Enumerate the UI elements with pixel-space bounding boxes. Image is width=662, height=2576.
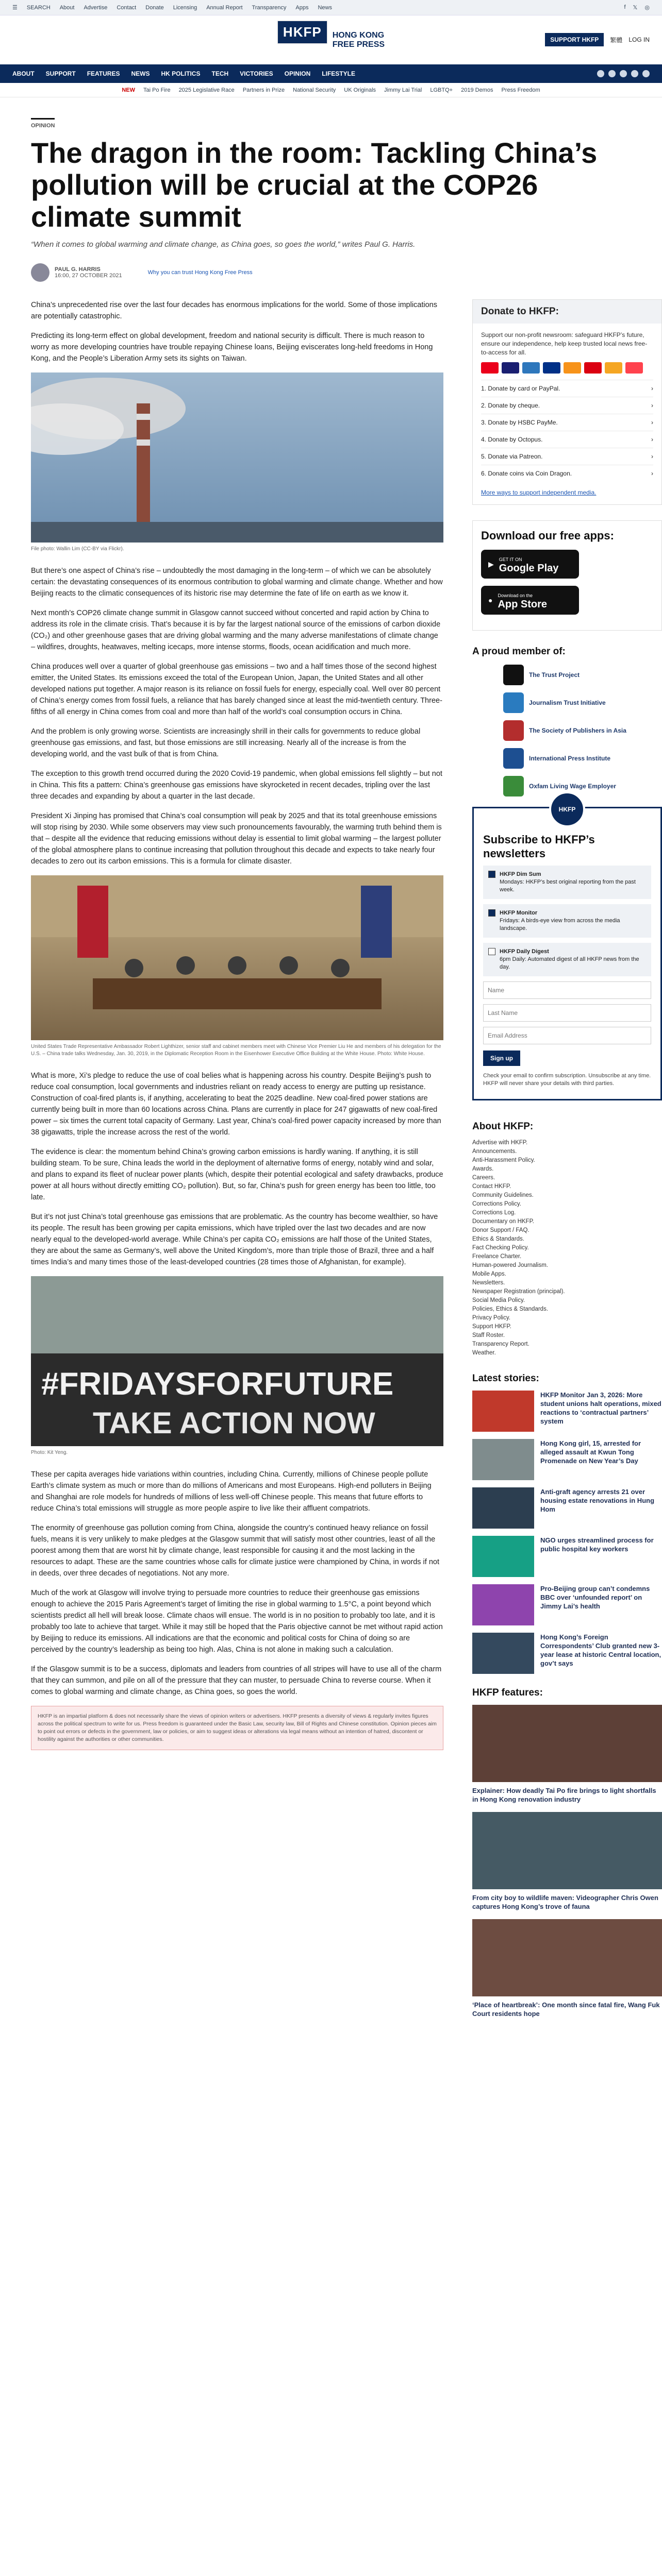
trending-link[interactable]: Jimmy Lai Trial	[384, 87, 422, 93]
article-subtitle: “When it comes to global warming and climate change, as China goes, so goes the world,” writes Paul G. Harris.	[31, 240, 416, 249]
patreon-icon	[625, 362, 643, 374]
latest-story[interactable]	[472, 1391, 662, 1432]
publish-date: 16:00, 27 OCTOBER 2021	[55, 273, 122, 279]
figure-smokestack	[31, 372, 443, 553]
donate-link[interactable]: Donate	[145, 4, 164, 11]
instagram-icon[interactable]	[620, 70, 627, 77]
latest-story[interactable]	[472, 1584, 662, 1625]
last-name-input[interactable]	[483, 1004, 651, 1022]
visa-icon	[502, 362, 519, 374]
banner-text: TAKE ACTION NOW	[93, 1406, 375, 1440]
about-link[interactable]: Privacy Policy.	[472, 1315, 510, 1321]
donate-option[interactable]: 4. Donate by Octopus. ›	[481, 431, 653, 448]
member-logo[interactable]: International Press Institute	[503, 748, 662, 769]
smokestack-photo	[31, 372, 443, 543]
google-play-button[interactable]: ▶ GET IT ON Google Play	[481, 550, 579, 579]
figure-protest	[31, 1276, 443, 1456]
menu-icon[interactable]: ☰	[12, 5, 18, 11]
about-link[interactable]: Weather.	[472, 1350, 496, 1356]
donate-option[interactable]: 5. Donate via Patreon. ›	[481, 448, 653, 465]
story-thumbnail[interactable]	[472, 1391, 534, 1432]
trending-link[interactable]: Tai Po Fire	[143, 87, 171, 93]
story-thumbnail[interactable]	[472, 1487, 534, 1529]
figure-caption: United States Trade Representative Ambassador Robert Lighthizer, senior staff and cabinet members meet with Chinese Vice Premier Liu He and members of his delegation for the U.S. – China trade talks Wednesday, Jan. 30, 2019, in the Diplomatic Reception Room in the Eisenhower Executive Office Building at the White House. Photo: White House.	[31, 1044, 441, 1057]
play-icon: ▶	[488, 560, 494, 568]
facebook-icon[interactable]	[597, 70, 604, 77]
apps-box	[472, 520, 662, 631]
about-link[interactable]: Donor Support / FAQ.	[472, 1227, 529, 1233]
members-title: A proud member of:	[472, 646, 566, 657]
checkbox[interactable]	[488, 871, 495, 878]
paragraph: President Xi Jinping has promised that China’s coal consumption will peak by 2025 and that its total greenhouse emissions will stop rising by 2030. While some observers may view such pronouncements favourably, the warming truth behind them is that – despite all the evidence that reducing emissions without delay is essential to limit global warming – the largest polluter of the global atmosphere plans to continue increasing that pollution throughout this decade and expects to take nearly four decades to zero out its carbon emissions. This is a formula for climate disaster.	[31, 812, 442, 866]
feature-title[interactable]: ‘Place of heartbreak’: One month since fatal fire, Wang Fuk Court residents hope	[472, 2001, 660, 2018]
support-button[interactable]: SUPPORT HKFP	[545, 33, 604, 46]
paragraph: If the Glasgow summit is to be a success, diplomats and leaders from countries of all stripes will have to use all of the charm that they can summon, and pile on all of the pressure that they can muster, to persuade China to reverse course. When it comes to global warming and climate change, as China goes, so goes the world.	[31, 1665, 442, 1696]
category-label[interactable]: OPINION	[31, 118, 55, 129]
about-link[interactable]: Corrections Log.	[472, 1210, 516, 1216]
trust-link[interactable]: Why you can trust Hong Kong Free Press	[147, 269, 253, 276]
author-avatar	[31, 263, 49, 282]
mastercard-icon	[481, 362, 499, 374]
paragraph: But there’s one aspect of China’s rise – undoubtedly the most damaging in the long-term – of which we can be absolutely certain: the devastating consequences of its enormous contribution to global warming and climate change. Whether and how Beijing reacts to the climatic consequences of its historic rise may determine the fate of life on earth as we know it.	[31, 567, 443, 598]
hsbc-icon	[584, 362, 602, 374]
about-link[interactable]: Anti-Harassment Policy.	[472, 1157, 535, 1163]
newsletter-option[interactable]: HKFP Monitor Fridays: A birds-eye view from across the media landscape.	[483, 904, 651, 938]
latest-title: Latest stories:	[472, 1373, 539, 1384]
newsletter-box	[472, 807, 662, 1100]
trending-bar	[0, 83, 662, 97]
paragraph: The exception to this growth trend occurred during the 2020 Covid-19 pandemic, when global emissions fell slightly – but not in China. This fits a pattern: China’s greenhouse gas emissions have skyrocketed in recent decades, tripling over the last three decades and expanding by about a quarter in the last decade.	[31, 770, 442, 801]
paragraph: The evidence is clear: the momentum behind China’s growing carbon emissions is hardly waning. If anything, it is still building steam. To be sure, China leads the world in the deployment of alternative forms of energy, notably wind and solar, and plans to expand its fleet of nuclear power plants (which, despite their potential ecological and safety drawbacks, produce power at all hours without directly emitting CO₂ pollution). But, so far, China’s push for green energy has been too little, too late.	[31, 1148, 443, 1201]
meeting-photo	[31, 875, 443, 1040]
more-ways-link[interactable]: More ways to support independent media.	[481, 489, 597, 496]
about-link[interactable]: Documentary on HKFP.	[472, 1218, 534, 1225]
trending-link[interactable]: LGBTQ+	[430, 87, 453, 93]
nav-item[interactable]: ABOUT	[12, 70, 35, 77]
about-link[interactable]: Freelance Charter.	[472, 1253, 522, 1260]
features-title: HKFP features:	[472, 1687, 543, 1698]
instagram-icon[interactable]: ◎	[644, 5, 650, 11]
name-input[interactable]	[483, 981, 651, 999]
trending-link[interactable]: 2025 Legislative Race	[178, 87, 235, 93]
paragraph: China’s unprecedented rise over the last four decades has enormous implications for the world. Some of those implications are potentially catastrophic.	[31, 301, 437, 320]
donate-title: Donate to HKFP:	[473, 300, 661, 324]
about-link[interactable]: Human-powered Journalism.	[472, 1262, 549, 1268]
newsletter-option[interactable]: HKFP Daily Digest 6pm Daily: Automated digest of all HKFP news from the day.	[483, 943, 651, 976]
about-link[interactable]: Staff Roster.	[472, 1332, 505, 1338]
site-logo[interactable]: HKFP HONG KONG FREE PRESS	[277, 21, 385, 59]
about-link[interactable]: About	[59, 4, 75, 11]
news-link[interactable]: News	[318, 4, 332, 11]
checkbox[interactable]	[488, 948, 495, 955]
contact-link[interactable]: Contact	[117, 4, 137, 11]
feature-image[interactable]	[472, 1812, 662, 1889]
amex-icon	[522, 362, 540, 374]
about-section	[472, 1121, 662, 1358]
nav-item[interactable]: VICTORIES	[240, 70, 273, 77]
feature-title[interactable]: From city boy to wildlife maven: Videographer Chris Owen captures Hong Kong’s trove of fauna	[472, 1894, 658, 1910]
search-icon[interactable]	[642, 70, 650, 77]
annual-report-link[interactable]: Annual Report	[206, 4, 243, 11]
about-link[interactable]: Advertise with HKFP.	[472, 1140, 528, 1146]
about-link[interactable]: Transparency Report.	[472, 1341, 529, 1347]
trending-link[interactable]: Partners in Prize	[242, 87, 285, 93]
article-title: The dragon in the room: Tackling China’s pollution will be crucial at the COP26 climate summit	[31, 137, 598, 233]
nav-item[interactable]: HK POLITICS	[161, 70, 201, 77]
nav-item[interactable]: NEWS	[131, 70, 150, 77]
about-link[interactable]: Fact Checking Policy.	[472, 1245, 529, 1251]
paragraph: And the problem is only growing worse. Scientists are increasingly shrill in their calls for governments to reduce global greenhouse gas emissions, and fast, but those emissions are still increasing. Nearly all of the increase is from the developing world, and the vast bulk of that is from China.	[31, 727, 421, 758]
story-title[interactable]: Hong Kong’s Foreign Correspondents’ Club granted new 3-year lease at historic Central location, gov’t says	[540, 1633, 661, 1667]
paragraph: What is more, Xi’s pledge to reduce the use of coal belies what is happening across his country. Despite Beijing’s push to reduce coal consumption, local governments and industries reliant on ready access to energy are putting up resistance. Construction of coal-fired plants is, if anything, accelerating to beat the 2025 deadline. New coal-fired power stations are currently being built in more than 60 locations across China. Plans are currently in place for 247 gigawatts of new coal-fired power – six times the current total capacity of Germany. Last year, China’s coal-fired power capacity increased by more than 38 gigawatts, triple the increase across the rest of the world.	[31, 1072, 441, 1137]
donate-option[interactable]: 3. Donate by HSBC PayMe. ›	[481, 414, 653, 431]
article-body	[31, 299, 443, 2026]
advertise-link[interactable]: Advertise	[84, 4, 108, 11]
story-thumbnail[interactable]	[472, 1439, 534, 1480]
apple-icon: ●	[488, 596, 493, 604]
donate-option[interactable]: 2. Donate by cheque. ›	[481, 397, 653, 414]
story-thumbnail[interactable]	[472, 1536, 534, 1577]
article-header	[0, 97, 662, 282]
trending-link[interactable]: UK Originals	[344, 87, 376, 93]
login-link[interactable]: LOG IN	[628, 36, 650, 43]
story-title[interactable]: Pro-Beijing group can’t condemns BBC over ‘unfounded report’ on Jimmy Lai’s health	[540, 1585, 650, 1610]
checkbox[interactable]	[488, 909, 495, 917]
story-title[interactable]: NGO urges streamlined process for public hospital key workers	[540, 1536, 654, 1553]
apps-title: Download our free apps:	[481, 529, 614, 542]
member-logo[interactable]: The Trust Project	[503, 665, 662, 685]
main-nav	[0, 64, 662, 83]
trending-link[interactable]: National Security	[293, 87, 336, 93]
utility-bar	[0, 0, 662, 15]
trending-link[interactable]: 2019 Demos	[461, 87, 493, 93]
x-icon[interactable]: 𝕏	[633, 5, 638, 11]
donate-option[interactable]: 6. Donate coins via Coin Dragon. ›	[481, 465, 653, 482]
newsletter-option[interactable]: HKFP Dim Sum Mondays: HKFP’s best original reporting from the past week.	[483, 866, 651, 899]
feature-image[interactable]	[472, 1705, 662, 1782]
newsletter-title: Subscribe to HKFP’s newsletters	[483, 833, 595, 860]
paragraph: Much of the work at Glasgow will involve trying to persuade more countries to reduce their greenhouse gas emissions enough to achieve the 2015 Paris Agreement’s target of limiting the rise in global warming to 1.5°C, a point beyond which scientists predict all hell will break loose. Climate chaos will ensue. The world is in no position to probably too late, and it is probably too late to achieve that target. While it may still be hoped that the Paris objective cannot be met without rapid action by Beijing to reduce its emissions. All indications are that the economic and political costs for China of doing so are perceived by the country’s leadership as being too high. Alas, China is not alone in making such a calculation.	[31, 1589, 443, 1654]
donate-box	[472, 299, 662, 505]
disclaimer: HKFP is an impartial platform & does not necessarily share the views of opinion writers or advertisers. HKFP presents a diversity of views & regularly invites figures across the political spectrum to write for us. Press freedom is guaranteed under the Basic Law, security law, Bill of Rights and Chinese constitution. Opinion pieces aim to point out errors or defects in the government, law or policies, or aim to suggest ideas or alterations via legal means without an intention of hatred, discontent or hostility against the authorities or other communities.	[31, 1706, 443, 1750]
latest-story[interactable]	[472, 1633, 662, 1674]
story-title[interactable]: Anti-graft agency arrests 21 over housing estate renovations in Hung Hom	[540, 1488, 655, 1513]
language-toggle[interactable]: 繁體	[610, 36, 623, 44]
nav-item[interactable]: FEATURES	[87, 70, 120, 77]
about-link[interactable]: Social Media Policy.	[472, 1297, 525, 1303]
about-link[interactable]: Careers.	[472, 1175, 495, 1181]
nav-item[interactable]: SUPPORT	[45, 70, 76, 77]
paragraph: The enormity of greenhouse gas pollution coming from China, alongside the country’s continued heavy reliance on fossil fuels, means it is very unlikely to make pledges at the Glasgow summit that will satisfy most other countries, least of all the poorest among them that are worst hit by climate change, least responsible for causing it and the most lacking in the resources to adapt. These are the same countries whose calls for climate justice were championed by China, in words if not in deeds, over three decades of negotiations. Not any more.	[31, 1524, 439, 1578]
story-thumbnail[interactable]	[472, 1633, 534, 1674]
about-link[interactable]: Mobile Apps.	[472, 1271, 506, 1277]
member-logo[interactable]: The Society of Publishers in Asia	[503, 720, 662, 741]
about-link[interactable]: Policies, Ethics & Standards.	[472, 1306, 549, 1312]
email-input[interactable]	[483, 1027, 651, 1044]
transparency-link[interactable]: Transparency	[252, 4, 287, 11]
nav-item[interactable]: LIFESTYLE	[322, 70, 355, 77]
about-link[interactable]: Ethics & Standards.	[472, 1236, 524, 1242]
search-link[interactable]: SEARCH	[26, 4, 51, 11]
banner-text: #FRIDAYSFORFUTURE	[41, 1366, 394, 1402]
byline	[31, 263, 631, 282]
member-logo[interactable]: Journalism Trust Initiative	[503, 692, 662, 713]
site-header	[0, 15, 662, 64]
latest-section	[472, 1373, 662, 1674]
story-thumbnail[interactable]	[472, 1584, 534, 1625]
x-icon[interactable]	[608, 70, 616, 77]
about-link[interactable]: Support HKFP.	[472, 1324, 511, 1330]
sidebar	[472, 299, 662, 2026]
about-link[interactable]: Newspaper Registration (principal).	[472, 1289, 565, 1295]
bitcoin-icon	[564, 362, 581, 374]
paragraph: China produces well over a quarter of global greenhouse gas emissions – two and a half times those of the second highest emitter, the United States. Its emissions exceed the total of the European Union, Japan, the United States and all other developed nations put together. A major reason is its reliance on fossil fuels for energy, especially coal. Well over 80 percent of China’s energy comes from fossil fuels, a reliance that has barely changed since at least the mid-twentieth century. Three-fifths of all energy in China comes from coal and more than half of the world’s coal consumption occurs in China.	[31, 663, 442, 716]
paypal-icon	[543, 362, 560, 374]
features-section	[472, 1687, 662, 2018]
youtube-icon[interactable]	[631, 70, 638, 77]
newsletter-note: Check your email to confirm subscription. Unsubscribe at any time. HKFP will never share your details with third parties.	[483, 1073, 651, 1087]
feature-image[interactable]	[472, 1919, 662, 1996]
members-section	[472, 646, 662, 796]
newsletter-badge: HKFP	[549, 791, 585, 827]
apps-link[interactable]: Apps	[295, 4, 309, 11]
nav-item[interactable]: TECH	[211, 70, 229, 77]
latest-story[interactable]	[472, 1487, 662, 1529]
donate-option[interactable]: 1. Donate by card or PayPal. ›	[481, 380, 653, 397]
new-tag: NEW	[122, 87, 135, 93]
about-link[interactable]: Corrections Policy.	[472, 1201, 522, 1207]
signup-button[interactable]: Sign up	[483, 1050, 520, 1066]
about-title: About HKFP:	[472, 1121, 534, 1132]
about-link[interactable]: Awards.	[472, 1166, 494, 1172]
paragraph: Predicting its long-term effect on global development, freedom and national security is difficult. There is much reason to worry as more developing countries have trouble repaying Chinese loans, Beijing eviscerates long-held freedoms in Hong Kong, and the People’s Liberation Army sets its sights on Taiwan.	[31, 332, 433, 363]
licensing-link[interactable]: Licensing	[173, 4, 197, 11]
feature-title[interactable]: Explainer: How deadly Tai Po fire brings to light shortfalls in Hong Kong renovation industry	[472, 1787, 656, 1803]
protest-photo	[31, 1276, 443, 1446]
story-title[interactable]: Hong Kong girl, 15, arrested for alleged assault at Kwun Tong Promenade on New Year’s Day	[540, 1439, 641, 1465]
figure-trade-talks	[31, 875, 443, 1058]
paragraph: These per capita averages hide variations within countries, including China. Currently, millions of Chinese people pollute Earth’s climate system as much or more than do millions of Americans and most Europeans. High-end polluters in Beijing and Shanghai are role models for hundreds of millions of less well-off Chinese people. This means that future efforts to reduce China’s total emissions will struggle as more people aspire to live like their affluent compatriots.	[31, 1470, 432, 1513]
about-link[interactable]: Newsletters.	[472, 1280, 505, 1286]
facebook-icon[interactable]: f	[624, 4, 626, 10]
story-title[interactable]: HKFP Monitor Jan 3, 2026: More student unions halt operations, mixed reactions to ‘contractual partners’ system	[540, 1391, 661, 1425]
paragraph: Next month’s COP26 climate change summit in Glasgow cannot succeed without concerted and rapid action by China to address its role in the climate crisis. That’s because it is by far the largest national source of the emissions of carbon dioxide (CO₂) and other greenhouse gases that are driving global warming and the many adverse manifestations of climate change – wildfires, droughts, heatwaves, melting icecaps, more intense storms, floods, ocean acidification and much more.	[31, 609, 441, 651]
trending-link[interactable]: Press Freedom	[501, 87, 540, 93]
latest-story[interactable]	[472, 1536, 662, 1577]
figure-caption: File photo: Wallin Lim (CC-BY via Flickr).	[31, 546, 124, 552]
figure-caption: Photo: Kit Yeng.	[31, 1450, 68, 1455]
about-link[interactable]: Community Guidelines.	[472, 1192, 534, 1198]
octopus-icon	[605, 362, 622, 374]
member-logo[interactable]: Oxfam Living Wage Employer	[503, 776, 662, 796]
app-store-button[interactable]: ● Download on the App Store	[481, 586, 579, 615]
nav-item[interactable]: OPINION	[284, 70, 311, 77]
payment-icons	[481, 362, 653, 374]
author-name[interactable]: PAUL G. HARRIS	[55, 266, 101, 273]
paragraph: But it’s not just China’s total greenhouse gas emissions that are problematic. As the country has become wealthier, so have its people. The result has been growing per capita emissions, which have tripled over the last two decades and are now nearly equal to the developed-world average. While China’s per capita CO₂ emissions are half those of the United States, they are about the same as Germany’s, well above the United Kingdom’s, more than triple those of Brazil, three and a half times India’s and many times those of the least-developed countries (28 times those of Afghanistan, for example).	[31, 1213, 438, 1266]
about-link[interactable]: Announcements.	[472, 1148, 517, 1155]
about-link[interactable]: Contact HKFP.	[472, 1183, 511, 1190]
latest-story[interactable]	[472, 1439, 662, 1480]
donate-text[interactable]: Support our non-profit newsroom: safeguard HKFP’s future, ensure our independence, help keep trusted local news free-to-access for all.	[481, 331, 648, 356]
